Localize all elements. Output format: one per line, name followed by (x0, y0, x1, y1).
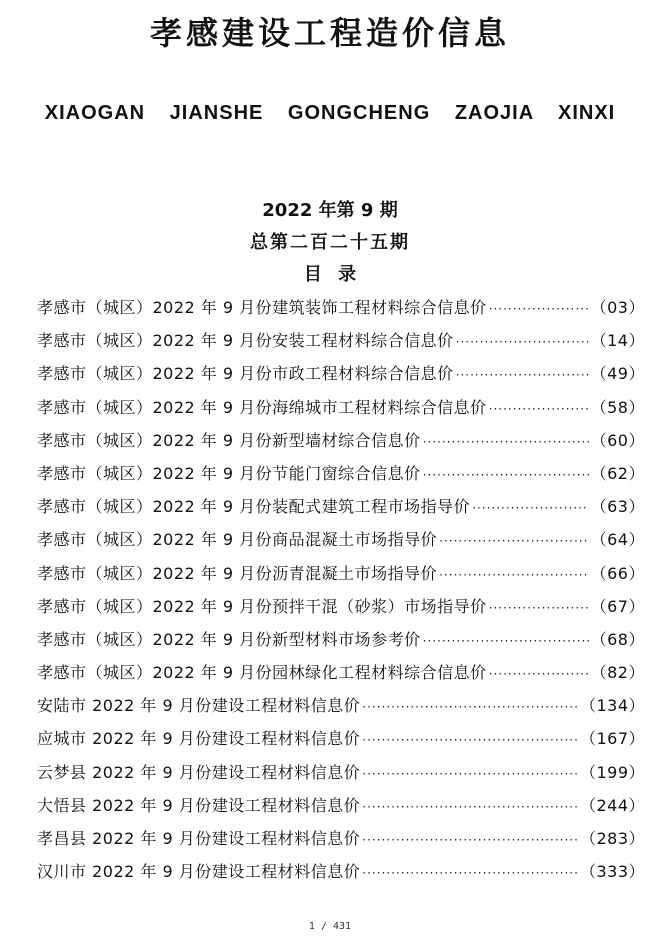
toc-leader-dots (362, 724, 578, 757)
toc-entry-title: 孝感市（城区）2022 年 9 月份海绵城市工程材料综合信息价 (37, 397, 487, 417)
toc-entry-title: 汉川市 2022 年 9 月份建设工程材料信息价 (37, 862, 361, 882)
toc-leader-dots (489, 293, 589, 326)
toc-entry-title: 孝感市（城区）2022 年 9 月份安装工程材料综合信息价 (37, 331, 454, 351)
issue-number: 2022 年第 9 期 (262, 200, 398, 221)
toc-entry-title: 孝感市（城区）2022 年 9 月份沥青混凝土市场指导价 (37, 563, 438, 583)
toc-entry-title: 孝感市（城区）2022 年 9 月份商品混凝土市场指导价 (37, 530, 438, 550)
toc-entry[interactable] (37, 689, 645, 722)
toc-leader-dots (362, 691, 578, 724)
toc-entry-page: （283） (579, 829, 645, 848)
toc-entry[interactable] (37, 523, 645, 556)
toc-leader-dots (456, 359, 589, 392)
toc-entry-page: （68） (590, 629, 645, 649)
toc-leader-dots (362, 857, 578, 890)
toc-entry-page: （60） (590, 430, 645, 450)
toc-leader-dots (362, 758, 578, 791)
toc-entry-page: （03） (590, 298, 645, 317)
toc-entry-title: 大悟县 2022 年 9 月份建设工程材料信息价 (37, 795, 361, 815)
toc-entry[interactable] (37, 822, 645, 855)
toc-entry-title: 孝感市（城区）2022 年 9 月份装配式建筑工程市场指导价 (37, 497, 471, 517)
toc-entry-title: 孝感市（城区）2022 年 9 月份新型材料市场参考价 (37, 629, 421, 649)
toc-entry[interactable] (37, 424, 645, 457)
toc-leader-dots (423, 459, 589, 492)
toc-entry-page: （82） (590, 663, 645, 683)
toc-entry-page: （66） (590, 563, 645, 583)
toc-entry[interactable] (37, 391, 645, 424)
toc-entry-page: （167） (579, 729, 645, 749)
total-issue-number: 总第二百二十五期 (250, 232, 410, 253)
toc-entry-title: 孝感市（城区）2022 年 9 月份园林绿化工程材料综合信息价 (37, 663, 487, 683)
document-subtitle-pinyin: XIAOGAN JIANSHE GONGCHENG ZAOJIA XINXI (44, 102, 616, 124)
toc-entry-page: （67） (590, 596, 645, 616)
toc-entry[interactable] (37, 457, 645, 490)
toc-leader-dots (489, 658, 589, 691)
toc-heading: 目 录 (303, 264, 357, 285)
toc-entry[interactable] (37, 789, 645, 822)
toc-entry-page: （62） (590, 463, 645, 483)
toc-leader-dots (489, 393, 589, 426)
toc-leader-dots (439, 559, 588, 592)
toc-entry[interactable] (37, 722, 645, 755)
toc-leader-dots (362, 791, 578, 824)
toc-entry[interactable] (37, 324, 645, 357)
toc-entry[interactable] (37, 490, 645, 523)
table-of-contents (37, 291, 645, 888)
toc-entry-page: （333） (579, 862, 645, 882)
toc-entry-title: 孝昌县 2022 年 9 月份建设工程材料信息价 (37, 829, 361, 848)
toc-entry-title: 孝感市（城区）2022 年 9 月份节能门窗综合信息价 (37, 463, 421, 483)
toc-entry-page: （244） (579, 795, 645, 815)
toc-entry-title: 孝感市（城区）2022 年 9 月份新型墙材综合信息价 (37, 430, 421, 450)
toc-entry-page: （63） (590, 497, 645, 517)
toc-leader-dots (423, 426, 589, 459)
page-indicator: 1 / 431 (308, 921, 352, 932)
toc-entry[interactable] (37, 656, 645, 689)
toc-entry-page: （199） (579, 762, 645, 782)
toc-leader-dots (362, 824, 578, 857)
toc-entry-page: （134） (579, 696, 645, 716)
toc-leader-dots (456, 326, 589, 359)
toc-entry[interactable] (37, 756, 645, 789)
toc-leader-dots (472, 492, 588, 525)
toc-leader-dots (423, 625, 589, 658)
toc-entry[interactable] (37, 291, 645, 324)
toc-entry[interactable] (37, 557, 645, 590)
toc-leader-dots (439, 525, 588, 558)
toc-entry-title: 安陆市 2022 年 9 月份建设工程材料信息价 (37, 696, 361, 716)
toc-entry-page: （64） (590, 530, 645, 550)
toc-entry-page: （49） (590, 364, 645, 384)
toc-leader-dots (489, 592, 589, 625)
toc-entry-title: 孝感市（城区）2022 年 9 月份建筑装饰工程材料综合信息价 (37, 298, 487, 317)
toc-entry[interactable] (37, 623, 645, 656)
toc-entry-title: 孝感市（城区）2022 年 9 月份市政工程材料综合信息价 (37, 364, 454, 384)
toc-entry-page: （58） (590, 397, 645, 417)
toc-entry-title: 孝感市（城区）2022 年 9 月份预拌干混（砂浆）市场指导价 (37, 596, 487, 616)
toc-entry[interactable] (37, 357, 645, 390)
toc-entry-title: 应城市 2022 年 9 月份建设工程材料信息价 (37, 729, 361, 749)
toc-entry-page: （14） (590, 331, 645, 351)
toc-entry-title: 云梦县 2022 年 9 月份建设工程材料信息价 (37, 762, 361, 782)
toc-entry[interactable] (37, 855, 645, 888)
document-title: 孝感建设工程造价信息 (149, 14, 510, 52)
toc-entry[interactable] (37, 590, 645, 623)
